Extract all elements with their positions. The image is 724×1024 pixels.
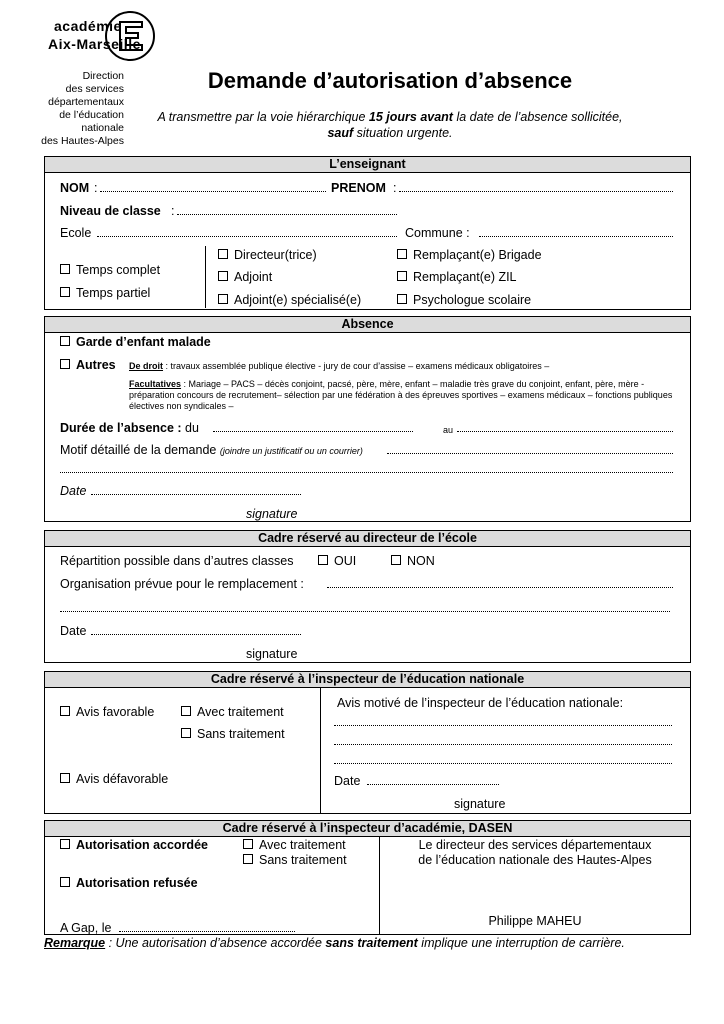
avis-motive-field[interactable] (334, 725, 672, 726)
section-band: Absence (45, 317, 690, 333)
autres-option[interactable]: Autres (60, 357, 116, 373)
date-label: Date (60, 484, 87, 498)
organisation-label: Organisation prévue pour le remplacement : (60, 577, 304, 591)
adjoint-specialise-option[interactable]: Adjoint(e) spécialisé(e) (218, 292, 361, 308)
checkbox[interactable] (397, 249, 407, 259)
signature-label: signature (246, 647, 298, 661)
remplacant-zil-option[interactable]: Remplaçant(e) ZIL (397, 269, 517, 285)
autorisation-refusee-option[interactable]: Autorisation refusée (60, 875, 198, 891)
section-absence (44, 316, 691, 522)
repartition-label: Répartition possible dans d’autres classes (60, 554, 294, 568)
ecole-label: Ecole (60, 226, 92, 240)
direction-block (18, 70, 124, 148)
logo-line2: Aix-Marseille (48, 36, 141, 52)
garde-option[interactable]: Garde d’enfant malade (60, 334, 211, 350)
direction-line: des services (65, 83, 124, 95)
section-enseignant: L’enseignant NOM : PRENOM : Niveau de classe : Ecole Commune : Temps complet Temps partiel Directeur(trice) Adjoint Adjoint(e) spécialisé(e) Remplaçant(e) Brigade Remplaçant(e) ZIL Psychologue scolaire (44, 156, 691, 310)
signature-label: signature (454, 797, 506, 811)
motif-label: Motif détaillé de la demande (joindre un justificatif ou un courrier) (60, 443, 363, 457)
directeur-option[interactable]: Directeur(trice) (218, 247, 317, 263)
checkbox[interactable] (60, 264, 70, 274)
avis-favorable-option[interactable]: Avis favorable (60, 704, 154, 720)
page-subtitle: A transmettre par la voie hiérarchique 15 jours avant la date de l’absence sollicitée, sauf situation urgente. (157, 110, 623, 140)
checkbox[interactable] (218, 249, 228, 259)
nom-field[interactable] (100, 191, 326, 192)
checkbox[interactable] (218, 294, 228, 304)
checkbox[interactable] (181, 728, 191, 738)
temps-partiel-option[interactable]: Temps partiel (60, 285, 150, 301)
date-field[interactable] (367, 784, 499, 785)
checkbox[interactable] (60, 706, 70, 716)
checkbox[interactable] (318, 555, 328, 565)
signataire-title-line1: Le directeur des services départementaux (418, 838, 652, 852)
checkbox[interactable] (60, 839, 70, 849)
section-band: Cadre réservé à l’inspecteur de l’éducation nationale (45, 672, 690, 688)
date-field[interactable] (91, 494, 301, 495)
duree-au-field[interactable] (457, 431, 673, 432)
date-field[interactable] (91, 634, 301, 635)
nom-label: NOM (60, 181, 90, 195)
avis-motive-field-line3[interactable] (334, 763, 672, 764)
avec-traitement-option[interactable]: Avec traitement (243, 837, 346, 853)
page-title: Demande d’autorisation d’absence (207, 68, 573, 93)
checkbox[interactable] (218, 271, 228, 281)
prenom-field[interactable] (399, 191, 673, 192)
checkbox[interactable] (60, 336, 70, 346)
lieu-date-field[interactable] (119, 931, 295, 932)
signataire-name: Philippe MAHEU (488, 914, 582, 928)
logo-line1: académie (54, 18, 122, 34)
date-label: Date (60, 624, 87, 638)
sans-traitement-option[interactable]: Sans traitement (181, 726, 285, 742)
section-directeur (44, 530, 691, 663)
motif-field[interactable] (387, 453, 673, 454)
direction-line: Direction (82, 70, 124, 82)
motif-field-line2[interactable] (60, 472, 673, 473)
ecole-field[interactable] (97, 236, 397, 237)
signature-label: signature (246, 507, 298, 521)
sans-traitement-option[interactable]: Sans traitement (243, 852, 347, 868)
section-band: Cadre réservé au directeur de l’école (45, 531, 690, 547)
section-band: Cadre réservé à l’inspecteur d’académie, DASEN (45, 821, 690, 837)
checkbox[interactable] (60, 359, 70, 369)
avis-defavorable-option[interactable]: Avis défavorable (60, 771, 168, 787)
signataire-title-line2: de l’éducation nationale des Hautes-Alpes (418, 853, 652, 867)
divider (205, 246, 206, 308)
duree-du-field[interactable] (213, 431, 413, 432)
date-label: Date (334, 774, 361, 788)
temps-complet-option[interactable]: Temps complet (60, 262, 160, 278)
remplacant-brigade-option[interactable]: Remplaçant(e) Brigade (397, 247, 542, 263)
checkbox[interactable] (181, 706, 191, 716)
commune-label: Commune : (405, 226, 470, 240)
duree-label: Durée de l’absence : du (60, 421, 199, 435)
checkbox[interactable] (397, 294, 407, 304)
section-ien (44, 671, 691, 814)
section-band: L’enseignant (45, 157, 690, 173)
checkbox[interactable] (60, 877, 70, 887)
lieu-label: A Gap, le (60, 921, 112, 935)
direction-line: de l’éducation nationale (59, 109, 124, 134)
divider (320, 688, 321, 814)
avis-motive-label: Avis motivé de l’inspecteur de l’éducation nationale: (337, 696, 624, 710)
avec-traitement-option[interactable]: Avec traitement (181, 704, 284, 720)
niveau-label: Niveau de classe (60, 204, 161, 218)
checkbox[interactable] (60, 287, 70, 297)
de-droit-text: De droit : travaux assemblée publique élective - jury de cour d’assise – examens médicaux obligatoires – (129, 361, 550, 371)
checkbox[interactable] (391, 555, 401, 565)
direction-line: départementaux (48, 96, 124, 108)
psychologue-option[interactable]: Psychologue scolaire (397, 292, 531, 308)
checkbox[interactable] (243, 854, 253, 864)
oui-option[interactable]: OUI (318, 553, 356, 569)
non-option[interactable]: NON (391, 553, 435, 569)
avis-motive-field-line2[interactable] (334, 744, 672, 745)
autorisation-accordee-option[interactable]: Autorisation accordée (60, 837, 208, 853)
niveau-field[interactable] (177, 214, 397, 215)
facultatives-text: Facultatives : Mariage – PACS – décès conjoint, pacsé, père, mère, enfant – maladie très grave du conjoint, enfant, père, mère - préparation concours de recrutement– sélection par une fédération à des épreuves sportives – examens médicaux – fonctions publiques électives non syndicales – (129, 379, 673, 411)
organisation-field-line2[interactable] (60, 611, 670, 612)
au-label: au (443, 425, 454, 435)
direction-line: des Hautes-Alpes (41, 135, 124, 147)
checkbox[interactable] (243, 839, 253, 849)
remarque-note: Remarque : Une autorisation d’absence accordée sans traitement implique une interruption de carrière. (44, 936, 625, 950)
adjoint-option[interactable]: Adjoint (218, 269, 272, 285)
checkbox[interactable] (397, 271, 407, 281)
commune-field[interactable] (479, 236, 673, 237)
section-dasen (44, 820, 691, 935)
organisation-field[interactable] (327, 587, 673, 588)
checkbox[interactable] (60, 773, 70, 783)
prenom-label: PRENOM (331, 181, 386, 195)
